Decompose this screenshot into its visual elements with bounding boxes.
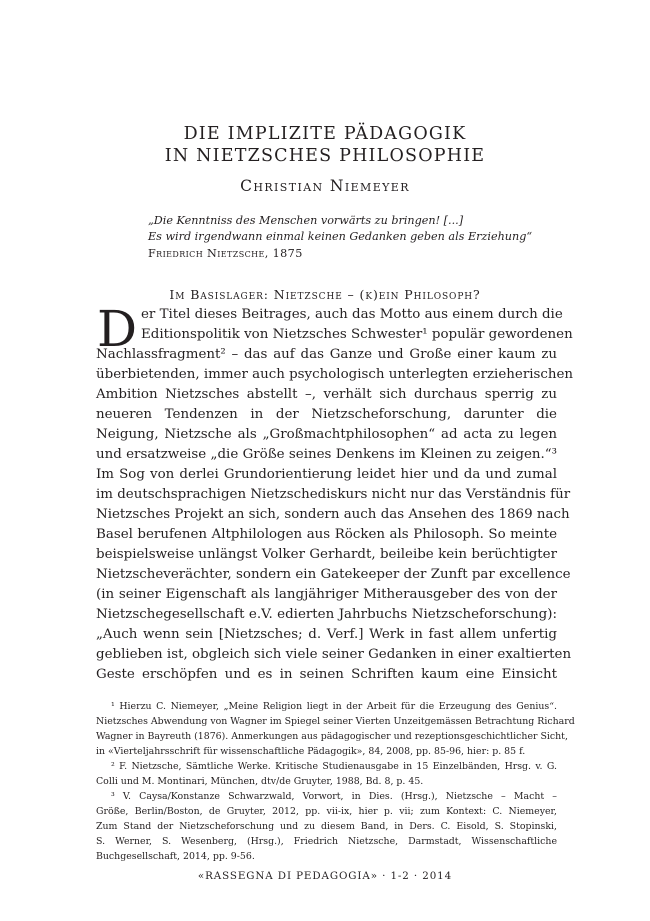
body-line: „Auch wenn sein [Nietzsches; d. Verf.] Werk in fast allem unfertig xyxy=(96,627,557,642)
body-line: Geste erschöpfen und es in seinen Schriften kaum eine Einsicht xyxy=(96,667,557,682)
body-line: geblieben ist, obgleich sich viele seiner Gedanken in einer exaltierten xyxy=(96,647,572,662)
body-line: neueren Tendenzen in der Nietzscheforschung, darunter die xyxy=(96,407,557,422)
footnote-line: ² F. Nietzsche, Sämtliche Werke. Kritische Studienausgabe in 15 Einzelbänden, Hrsg. v. G. xyxy=(111,761,557,772)
section-heading: Im Basislager: Nietzsche – (k)ein Philosoph? xyxy=(169,287,481,302)
motto-attribution: Friedrich Nietzsche, 1875 xyxy=(148,247,303,260)
footnote-line: S. Werner, S. Wesenberg, (Hrsg.), Friedrich Nietzsche, Darmstadt, Wissenschaftliche xyxy=(96,836,557,847)
body-line: Ambition Nietzsches abstellt –, verhält sich durchaus sperrig zu xyxy=(96,387,557,402)
body-line: im deutschsprachigen Nietzschediskurs nicht nur das Verständnis für xyxy=(96,487,571,502)
body-line: Im Sog von derlei Grundorientierung leidet hier und da und zumal xyxy=(96,467,557,482)
motto-line-1: „Die Kenntniss des Menschen vorwärts zu bringen! [...] xyxy=(148,214,464,227)
journal-footer: «RASSEGNA DI PEDAGOGIA» · 1-2 · 2014 xyxy=(197,870,453,882)
footnote-line: Größe, Berlin/Boston, de Gruyter, 2012, pp. vii-ix, hier p. vii; zum Kontext: C. Niemeyer, xyxy=(96,806,557,817)
footnote-line: Buchgesellschaft, 2014, pp. 9-56. xyxy=(96,851,255,862)
footnote-line: in «Vierteljahrsschrift für wissenschaftliche Pädagogik», 84, 2008, pp. 85-96, hier: p. 85 f. xyxy=(96,746,526,757)
body-line: und ersatzweise „die Größe seines Denkens im Kleinen zu zeigen.“³ xyxy=(96,447,557,462)
body-line: Nietzsches Projekt an sich, sondern auch das Ansehen des 1869 nach xyxy=(96,507,570,522)
body-line: Nietzscheverächter, sondern ein Gatekeeper der Zunft par excellence xyxy=(96,567,571,582)
footnote-line: Wagner in Bayreuth (1876). Anmerkungen aus pädagogischer und rezeptionsgeschichtlicher Sicht, xyxy=(96,731,568,742)
author-name: Christian Niemeyer xyxy=(240,177,410,195)
body-line: (in seiner Eigenschaft als langjähriger Mitherausgeber des von der xyxy=(96,587,557,602)
body-line: Nietzschegesellschaft e.V. edierten Jahrbuchs Nietzscheforschung): xyxy=(96,607,557,622)
footnote-line: ³ V. Caysa/Konstanze Schwarzwald, Vorwort, in Dies. (Hrsg.), Nietzsche – Macht – xyxy=(111,791,557,802)
article-title-line-2: IN NIETZSCHES PHILOSOPHIE xyxy=(164,146,486,166)
drop-cap: D xyxy=(97,300,138,358)
footnote-line: Zum Stand der Nietzscheforschung und zu diesem Band, in Ders. C. Eisold, S. Stopinski, xyxy=(96,821,557,832)
motto-line-2: Es wird irgendwann einmal keinen Gedanken geben als Erziehung“ xyxy=(148,230,533,243)
body-line: er Titel dieses Beitrages, auch das Motto aus einem durch die xyxy=(141,307,563,322)
body-line: Basel berufenen Altphilologen aus Röcken als Philosoph. So meinte xyxy=(96,527,557,542)
body-line: Nachlassfragment² – das auf das Ganze und Große einer kaum zu xyxy=(96,347,557,362)
footnote-line: Nietzsches Abwendung von Wagner im Spiegel seiner Vierten Unzeitgemässen Betrachtung Richard xyxy=(96,716,575,727)
footnote-line: ¹ Hierzu C. Niemeyer, „Meine Religion liegt in der Arbeit für die Erzeugung des Genius“. xyxy=(111,701,557,712)
body-line: überbietenden, immer auch psychologisch unterlegten erzieherischen xyxy=(96,367,574,382)
body-line: beispielsweise unlängst Volker Gerhardt, beileibe kein berüchtigter xyxy=(96,547,557,562)
footnote-line: Colli und M. Montinari, München, dtv/de Gruyter, 1988, Bd. 8, p. 45. xyxy=(96,776,424,787)
article-title-line-1: DIE IMPLIZITE PÄDAGOGIK xyxy=(183,124,467,144)
body-line: Editionspolitik von Nietzsches Schwester¹ populär gewordenen xyxy=(141,327,573,342)
body-line: Neigung, Nietzsche als „Großmachtphilosophen“ ad acta zu legen xyxy=(96,427,557,442)
